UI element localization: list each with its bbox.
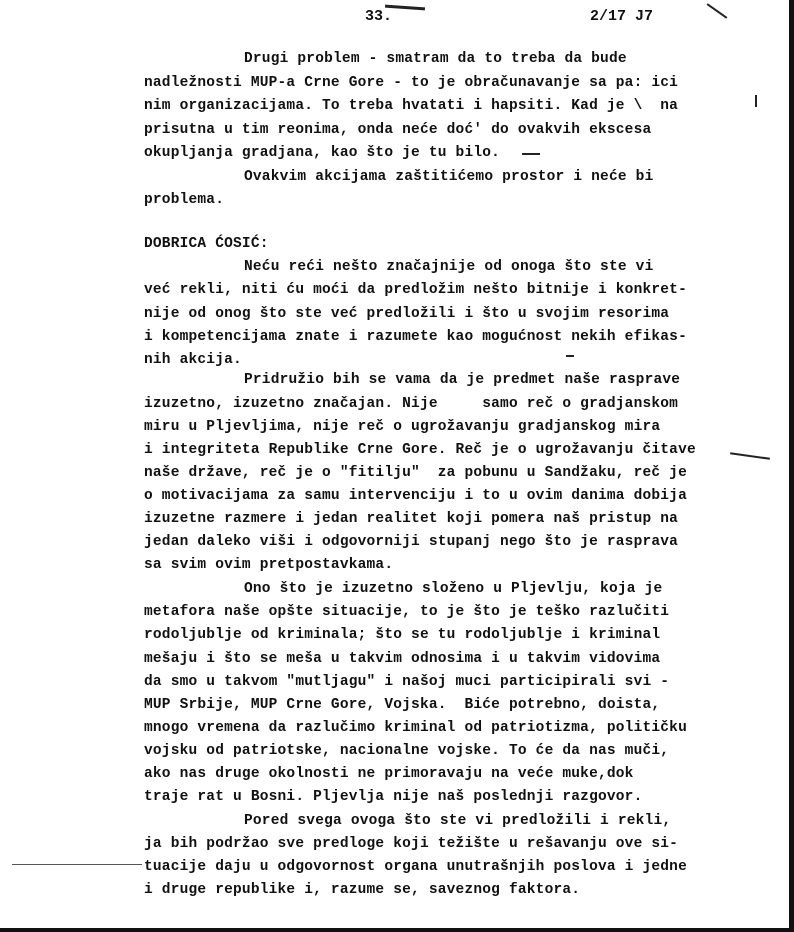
- text-line: Pored svega ovoga što ste vi predložili i rekli,: [244, 813, 672, 829]
- text-line: jedan daleko viši i odgovorniji stupanj nego što je rasprava: [144, 534, 679, 550]
- text-line: i kompetencijama znate i razumete kao mogućnost nekih efikas-: [144, 329, 687, 345]
- page-number: 33.: [365, 8, 393, 25]
- text-line: ja bih podržao sve predloge koji težište u rešavanju ove si-: [144, 836, 679, 852]
- text-line: nije od onog što ste već predložili i što u svojim resorima: [144, 306, 670, 322]
- text-line: Neću reći nešto značajnije od onoga što ste vi: [244, 259, 654, 275]
- text-line: traje rat u Bosni. Pljevlja nije naš poslednji razgovor.: [144, 789, 643, 805]
- text-line: i integriteta Republike Crne Gore. Reč je o ugrožavanju čitave: [144, 442, 696, 458]
- text-line: tuacije daju u odgovornost organa unutrašnjih poslova i jedne: [144, 859, 687, 875]
- text-line: metafora naše opšte situacije, to je što je teško razlučiti: [144, 604, 670, 620]
- text-line: nim organizacijama. To treba hvatati i hapsiti. Kad je \ na: [144, 98, 679, 114]
- text-line: Ono što je izuzetno složeno u Pljevlju, koja je: [244, 581, 663, 597]
- text-line: mnogo vremena da razlučimo kriminal od patriotizma, političku: [144, 720, 687, 736]
- text-line: mešaju i što se meša u takvim odnosima i u takvim vidovima: [144, 651, 661, 667]
- text-line: ako nas druge okolnosti ne primoravaju na veće muke,dok: [144, 766, 634, 782]
- text-line: miru u Pljevljima, nije reč o ugrožavanju gradjanskog mira: [144, 419, 661, 435]
- text-line: i druge republike i, razume se, saveznog faktora.: [144, 882, 581, 898]
- text-line: prisutna u tim reonima, onda neće doć' do ovakvih ekscesa: [144, 122, 652, 138]
- scan-mark-left: [12, 864, 142, 865]
- scan-mark-tilde: [522, 153, 540, 155]
- text-line: da smo u takvom "mutljagu" i našoj muci participirali svi -: [144, 674, 670, 690]
- text-line: nih akcija.: [144, 352, 242, 368]
- document-reference: 2/17 J7: [590, 8, 654, 25]
- text-line: izuzetne razmere i jedan realitet koji pomera naš pristup na: [144, 511, 679, 527]
- text-line: Ovakvim akcijama zaštitićemo prostor i neće bi: [244, 169, 654, 185]
- scan-mark-dash: [566, 355, 574, 357]
- speaker-name: DOBRICA ĆOSIĆ:: [144, 236, 269, 252]
- text-line: naše države, reč je o "fitilju" za pobunu u Sandžaku, reč je: [144, 465, 687, 481]
- text-line: nadležnosti MUP-a Crne Gore - to je obračunavanje sa pa: ici: [144, 75, 679, 91]
- text-line: već rekli, niti ću moći da predložim nešto bitnije i konkret-: [144, 282, 687, 298]
- text-line: Drugi problem - smatram da to treba da bude: [244, 51, 627, 67]
- text-line: izuzetno, izuzetno značajan. Nije samo reč o gradjanskom: [144, 396, 679, 412]
- scan-mark-right: [755, 95, 757, 107]
- text-line: vojsku od patriotske, nacionalne vojske. To će da nas muči,: [144, 743, 670, 759]
- text-line: rodoljublje od kriminala; što se tu rodoljublje i kriminal: [144, 627, 661, 643]
- scan-mark-margin: [730, 452, 770, 460]
- scan-edge-bottom: [0, 928, 794, 932]
- text-line: sa svim ovim pretpostavkama.: [144, 557, 394, 573]
- text-line: okupljanja gradjana, kao što je tu bilo.: [144, 145, 501, 161]
- text-line: o motivacijama za samu intervenciju i to u ovim danima dobija: [144, 488, 687, 504]
- text-line: MUP Srbije, MUP Crne Gore, Vojska. Biće potrebno, doista,: [144, 697, 661, 713]
- scan-edge-right: [789, 0, 794, 932]
- text-line: Pridružio bih se vama da je predmet naše rasprave: [244, 372, 681, 388]
- scan-mark-top-right: [707, 3, 728, 18]
- text-line: problema.: [144, 192, 225, 208]
